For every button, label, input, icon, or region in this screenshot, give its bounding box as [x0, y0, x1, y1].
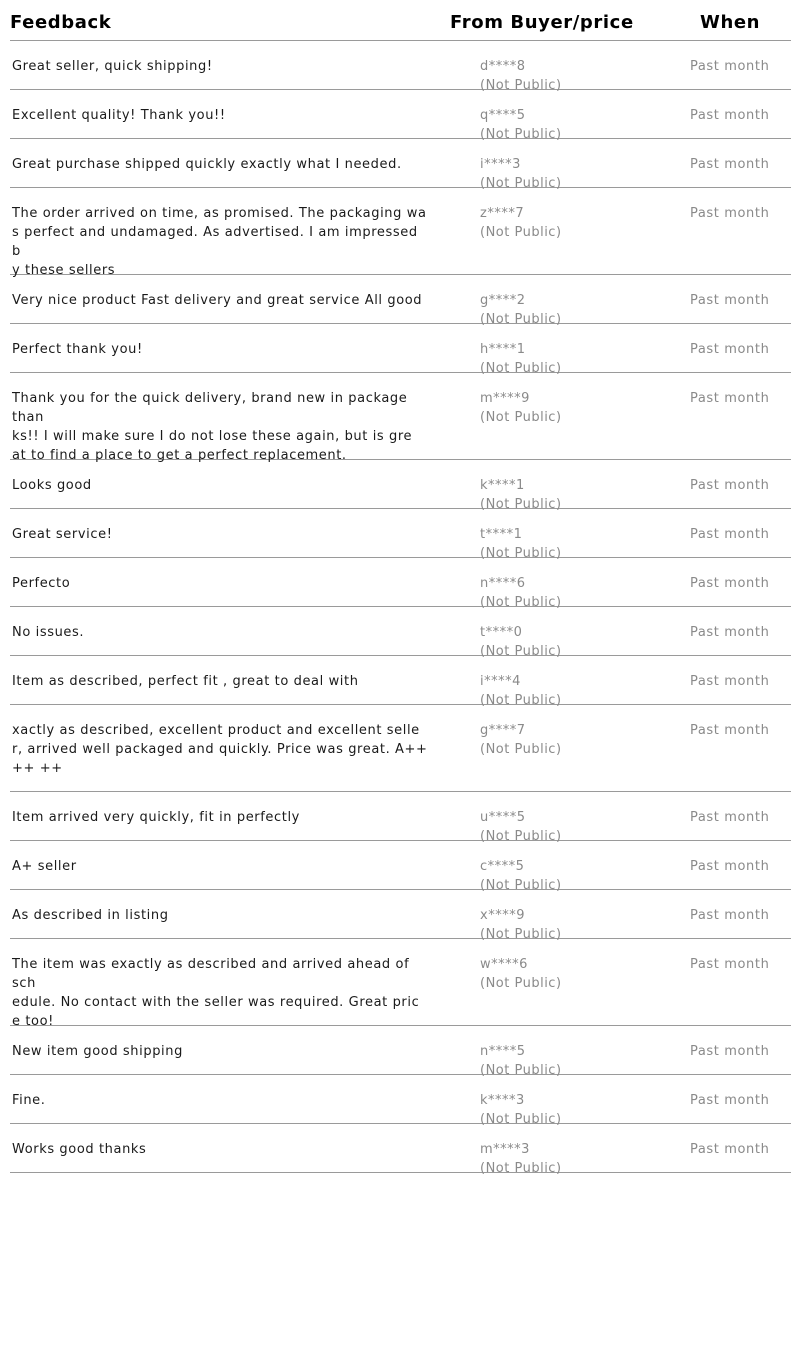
buyer-visibility: (Not Public)	[480, 497, 562, 512]
feedback-when: Past month	[690, 206, 770, 221]
feedback-when: Past month	[690, 957, 770, 972]
buyer-visibility: (Not Public)	[480, 927, 562, 942]
feedback-when: Past month	[690, 1093, 770, 1108]
buyer-id: g****7	[480, 723, 526, 738]
feedback-when: Past month	[690, 674, 770, 689]
feedback-row	[10, 705, 791, 792]
feedback-comment: Great purchase shipped quickly exactly what I needed.	[12, 157, 402, 172]
feedback-row	[10, 890, 791, 942]
buyer-id: g****2	[480, 293, 526, 308]
feedback-comment: Thank you for the quick delivery, brand new in package than ks!! I will make sure I do not lose these again, but is gre at to find a place to get a perfect replacement.	[12, 391, 413, 463]
header-from-buyer-price: From Buyer/price	[450, 12, 634, 33]
buyer-cell	[480, 955, 562, 993]
feedback-comment: As described in listing	[12, 908, 169, 923]
buyer-id: i****4	[480, 674, 521, 689]
feedback-comment: Perfect thank you!	[12, 342, 143, 357]
buyer-visibility: (Not Public)	[480, 976, 562, 991]
buyer-visibility: (Not Public)	[480, 1063, 562, 1078]
buyer-id: t****0	[480, 625, 523, 640]
feedback-when: Past month	[690, 391, 770, 406]
feedback-row	[10, 41, 791, 93]
feedback-row	[10, 373, 791, 463]
feedback-when: Past month	[690, 908, 770, 923]
buyer-id: n****6	[480, 576, 526, 591]
buyer-id: k****1	[480, 478, 525, 493]
buyer-visibility: (Not Public)	[480, 127, 562, 142]
feedback-when: Past month	[690, 625, 770, 640]
feedback-comment: Very nice product Fast delivery and great service All good	[12, 293, 423, 308]
buyer-visibility: (Not Public)	[480, 176, 562, 191]
buyer-visibility: (Not Public)	[480, 225, 562, 240]
feedback-when: Past month	[690, 576, 770, 591]
feedback-table	[10, 0, 791, 1176]
feedback-comment: Works good thanks	[12, 1142, 147, 1157]
feedback-when: Past month	[690, 157, 770, 172]
header-when: When	[700, 12, 761, 33]
feedback-comment: A+ seller	[12, 859, 77, 874]
feedback-comment: Excellent quality! Thank you!!	[12, 108, 226, 123]
feedback-when: Past month	[690, 810, 770, 825]
feedback-comment: Perfecto	[12, 576, 71, 591]
feedback-when: Past month	[690, 478, 770, 493]
feedback-row	[10, 324, 791, 376]
buyer-id: t****1	[480, 527, 523, 542]
feedback-comment: Fine.	[12, 1093, 46, 1108]
feedback-when: Past month	[690, 527, 770, 542]
buyer-visibility: (Not Public)	[480, 644, 562, 659]
buyer-cell	[480, 1140, 562, 1178]
feedback-row	[10, 939, 791, 1029]
buyer-visibility: (Not Public)	[480, 410, 562, 425]
feedback-when: Past month	[690, 1142, 770, 1157]
buyer-visibility: (Not Public)	[480, 693, 562, 708]
feedback-row	[10, 509, 791, 561]
feedback-row	[10, 460, 791, 512]
buyer-visibility: (Not Public)	[480, 78, 562, 93]
feedback-when: Past month	[690, 859, 770, 874]
buyer-cell	[480, 204, 562, 242]
buyer-id: d****8	[480, 59, 526, 74]
buyer-visibility: (Not Public)	[480, 742, 562, 757]
feedback-when: Past month	[690, 59, 770, 74]
feedback-row	[10, 1026, 791, 1078]
feedback-row	[10, 90, 791, 142]
feedback-row	[10, 188, 791, 278]
buyer-cell	[480, 721, 562, 759]
feedback-row	[10, 139, 791, 191]
feedback-row	[10, 1075, 791, 1127]
buyer-id: i****3	[480, 157, 521, 172]
buyer-id: c****5	[480, 859, 525, 874]
buyer-id: z****7	[480, 206, 525, 221]
buyer-id: h****1	[480, 342, 526, 357]
header-feedback: Feedback	[10, 12, 112, 33]
feedback-comment: New item good shipping	[12, 1044, 183, 1059]
feedback-when: Past month	[690, 1044, 770, 1059]
feedback-comment: Looks good	[12, 478, 92, 493]
feedback-comment: No issues.	[12, 625, 85, 640]
feedback-comment: The order arrived on time, as promised. The packaging wa s perfect and undamaged. As advertised. I am impressed b y these sellers	[12, 206, 427, 278]
feedback-when: Past month	[690, 342, 770, 357]
feedback-row	[10, 841, 791, 893]
buyer-id: x****9	[480, 908, 525, 923]
buyer-visibility: (Not Public)	[480, 878, 562, 893]
feedback-row	[10, 275, 791, 327]
feedback-row	[10, 792, 791, 844]
buyer-visibility: (Not Public)	[480, 361, 562, 376]
feedback-row	[10, 558, 791, 610]
feedback-row	[10, 607, 791, 659]
feedback-row	[10, 656, 791, 708]
buyer-visibility: (Not Public)	[480, 312, 562, 327]
buyer-id: w****6	[480, 957, 528, 972]
feedback-when: Past month	[690, 108, 770, 123]
feedback-comment: Item arrived very quickly, fit in perfectly	[12, 810, 300, 825]
feedback-when: Past month	[690, 723, 770, 738]
buyer-visibility: (Not Public)	[480, 829, 562, 844]
buyer-cell	[480, 389, 562, 427]
feedback-row	[10, 1124, 791, 1176]
buyer-id: q****5	[480, 108, 526, 123]
buyer-visibility: (Not Public)	[480, 1112, 562, 1127]
feedback-comment: Item as described, perfect fit , great to deal with	[12, 674, 359, 689]
buyer-id: u****5	[480, 810, 526, 825]
feedback-comment: Great service!	[12, 527, 113, 542]
feedback-when: Past month	[690, 293, 770, 308]
feedback-table-header	[10, 0, 791, 41]
feedback-comment: The item was exactly as described and arrived ahead of sch edule. No contact with the seller was required. Great pric e too!	[12, 957, 420, 1029]
feedback-comment: Great seller, quick shipping!	[12, 59, 213, 74]
buyer-visibility: (Not Public)	[480, 546, 562, 561]
feedback-comment: xactly as described, excellent product and excellent selle r, arrived well packaged and quickly. Price was great. A++ ++ ++	[12, 723, 428, 776]
buyer-id: n****5	[480, 1044, 526, 1059]
buyer-visibility: (Not Public)	[480, 1161, 562, 1176]
buyer-id: k****3	[480, 1093, 525, 1108]
buyer-id: m****3	[480, 1142, 530, 1157]
buyer-visibility: (Not Public)	[480, 595, 562, 610]
buyer-id: m****9	[480, 391, 530, 406]
